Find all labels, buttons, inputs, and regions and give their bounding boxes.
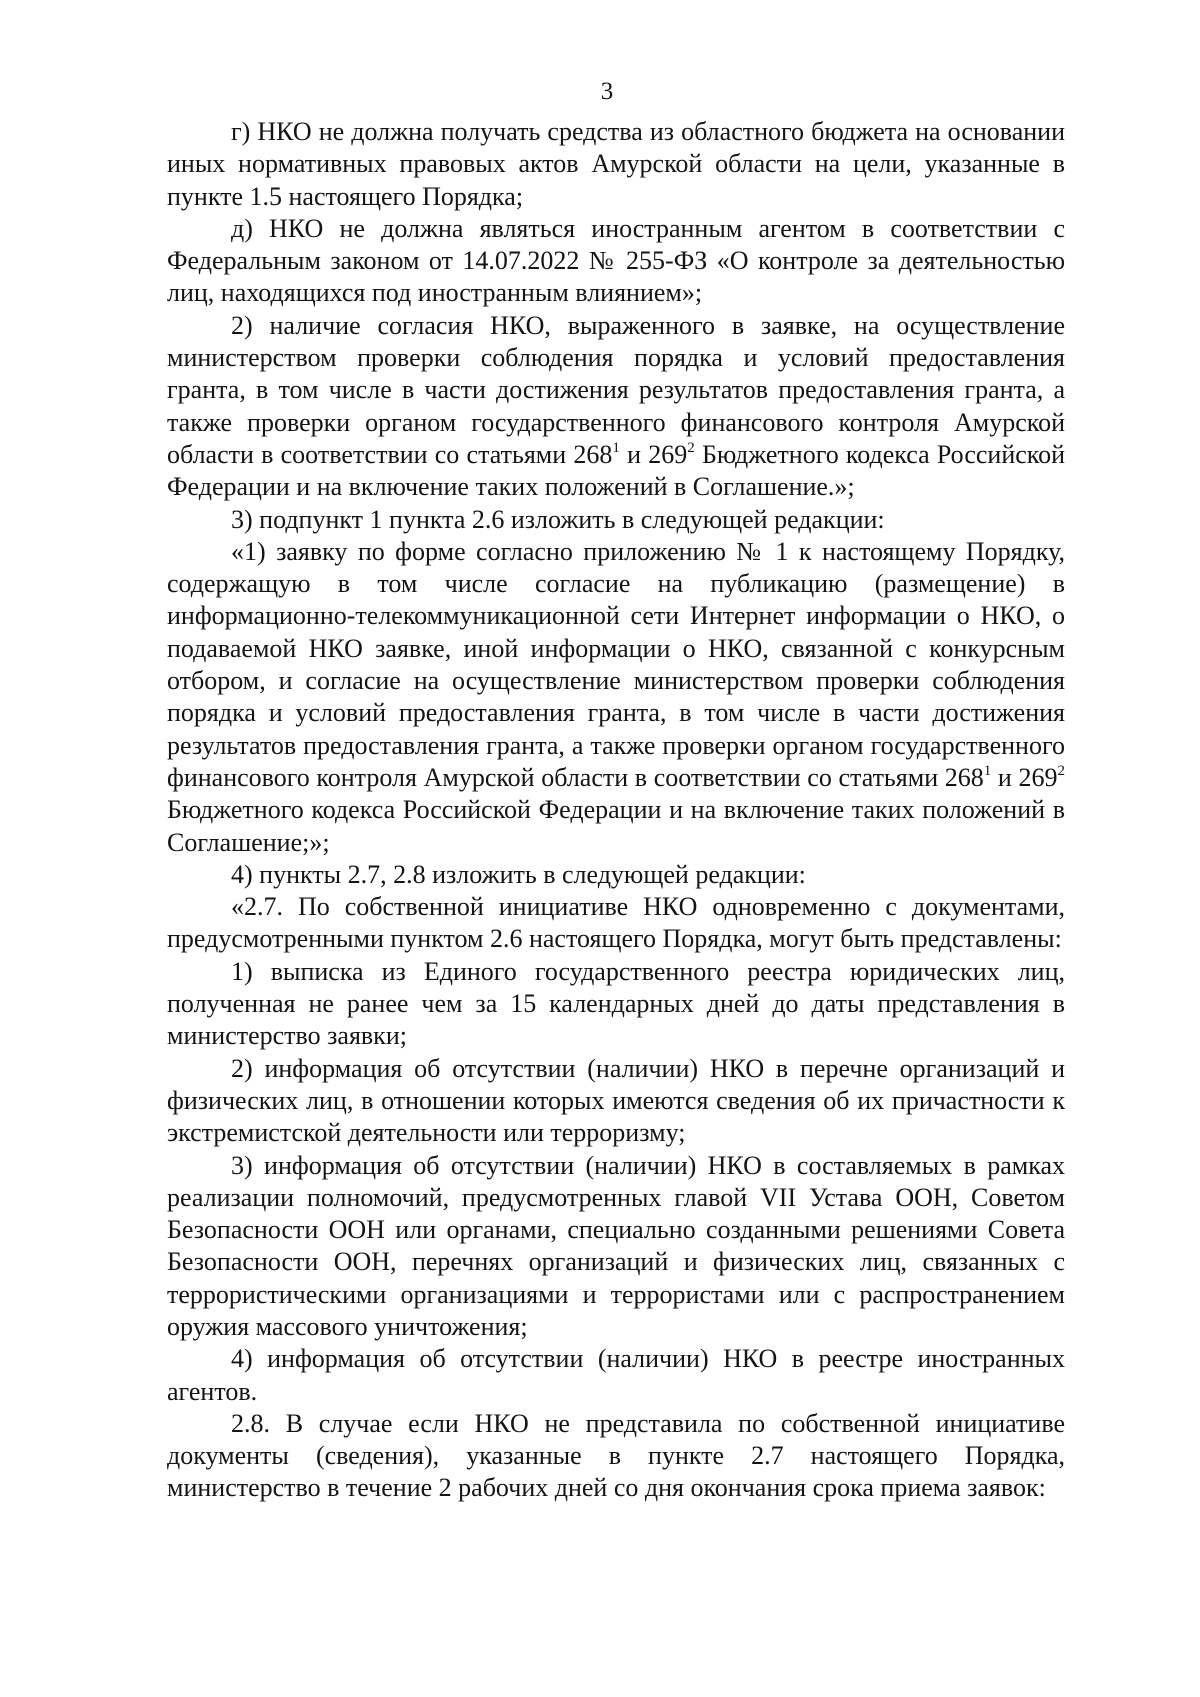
page-number: 3 [600,78,614,105]
paragraph-1-application [167,536,1065,859]
paragraph-item-3: 3) информация об отсутствии (наличии) НКО в составляемых в рамках реализации полномочий, предусмотренных главой VII Устава ООН, Советом Безопасности ООН или органами, специально созданными решениями Совета Безопасности ООН, перечнях организаций и физических лиц, связанных с террористическими организациями и террористами или с распространением оружия массового уничтожения; [167,1150,1065,1341]
paragraph-item-2: 2) информация об отсутствии (наличии) НКО в перечне организаций и физических лиц, в отношении которых имеются сведения об их причастности к экстремистской деятельности или терроризму; [167,1053,1065,1148]
document-body [167,116,1065,1505]
paragraph-text: 2) наличие согласия НКО, выраженного в заявке, на осуществление министерством проверки соблюдения порядка и условий предоставления гранта, в том числе в части достижения результатов предоставления гранта, а также проверки органом государственного финансового контроля Амурской области в соответствии со статьями 268 [167,310,1065,469]
paragraph-text: Бюджетного кодекса Российской Федерации и на включение таких положений в Соглашение;»; [167,795,1065,857]
superscript: 2 [687,439,695,456]
superscript: 1 [983,762,992,779]
paragraph-text: Бюджетного кодекса Российской Федерации и на включение таких положений в Соглашение.»; [167,439,1065,502]
paragraph-text: и 269 [991,762,1058,792]
paragraph-4-amendment: 4) пункты 2.7, 2.8 изложить в следующей редакции: [231,859,806,889]
paragraph-item-1: 1) выписка из Единого государственного реестра юридических лиц, полученная не ранее чем за 15 календарных дней до даты представления в министерство заявки; [167,956,1065,1051]
paragraph-2-consent [167,310,1065,504]
paragraph-2-7: «2.7. По собственной инициативе НКО одновременно с документами, предусмотренными пунктом 2.6 настоящего Порядка, могут быть представлены: [167,892,1065,954]
paragraph-text: и 269 [619,439,688,469]
paragraph-text: «1) заявку по форме согласно приложению № 1 к настоящему Порядку, содержащую в том числе согласие на публикацию (размещение) в информационно-телекоммуникационной сети Интернет информации о НКО, о подаваемой НКО заявке, иной информации о НКО, связанной с конкурсным отбором, и согласие на осуществление министерством проверки соблюдения порядка и условий предоставления гранта, в том числе в части достижения результатов предоставления гранта, а также проверки органом государственного финансового контроля Амурской области в соответствии со статьями 268 [167,536,1065,792]
superscript: 1 [612,439,620,456]
paragraph-3-amendment: 3) подпункт 1 пункта 2.6 изложить в следующей редакции: [231,504,885,534]
superscript: 2 [1057,762,1066,779]
paragraph-item-4: 4) информация об отсутствии (наличии) НКО в реестре иностранных агентов. [167,1344,1065,1406]
paragraph-2-8: 2.8. В случае если НКО не представила по собственной инициативе документы (сведения), указанные в пункте 2.7 настоящего Порядка, министерство в течение 2 рабочих дней со дня окончания срока приема заявок: [167,1408,1065,1503]
paragraph-g: г) НКО не должна получать средства из областного бюджета на основании иных нормативных правовых актов Амурской области на цели, указанные в пункте 1.5 настоящего Порядка; [167,117,1065,211]
paragraph-d: д) НКО не должна являться иностранным агентом в соответствии с Федеральным законом от 14.07.2022 № 255-ФЗ «О контроле за деятельностью лиц, находящихся под иностранным влиянием»; [167,213,1065,308]
